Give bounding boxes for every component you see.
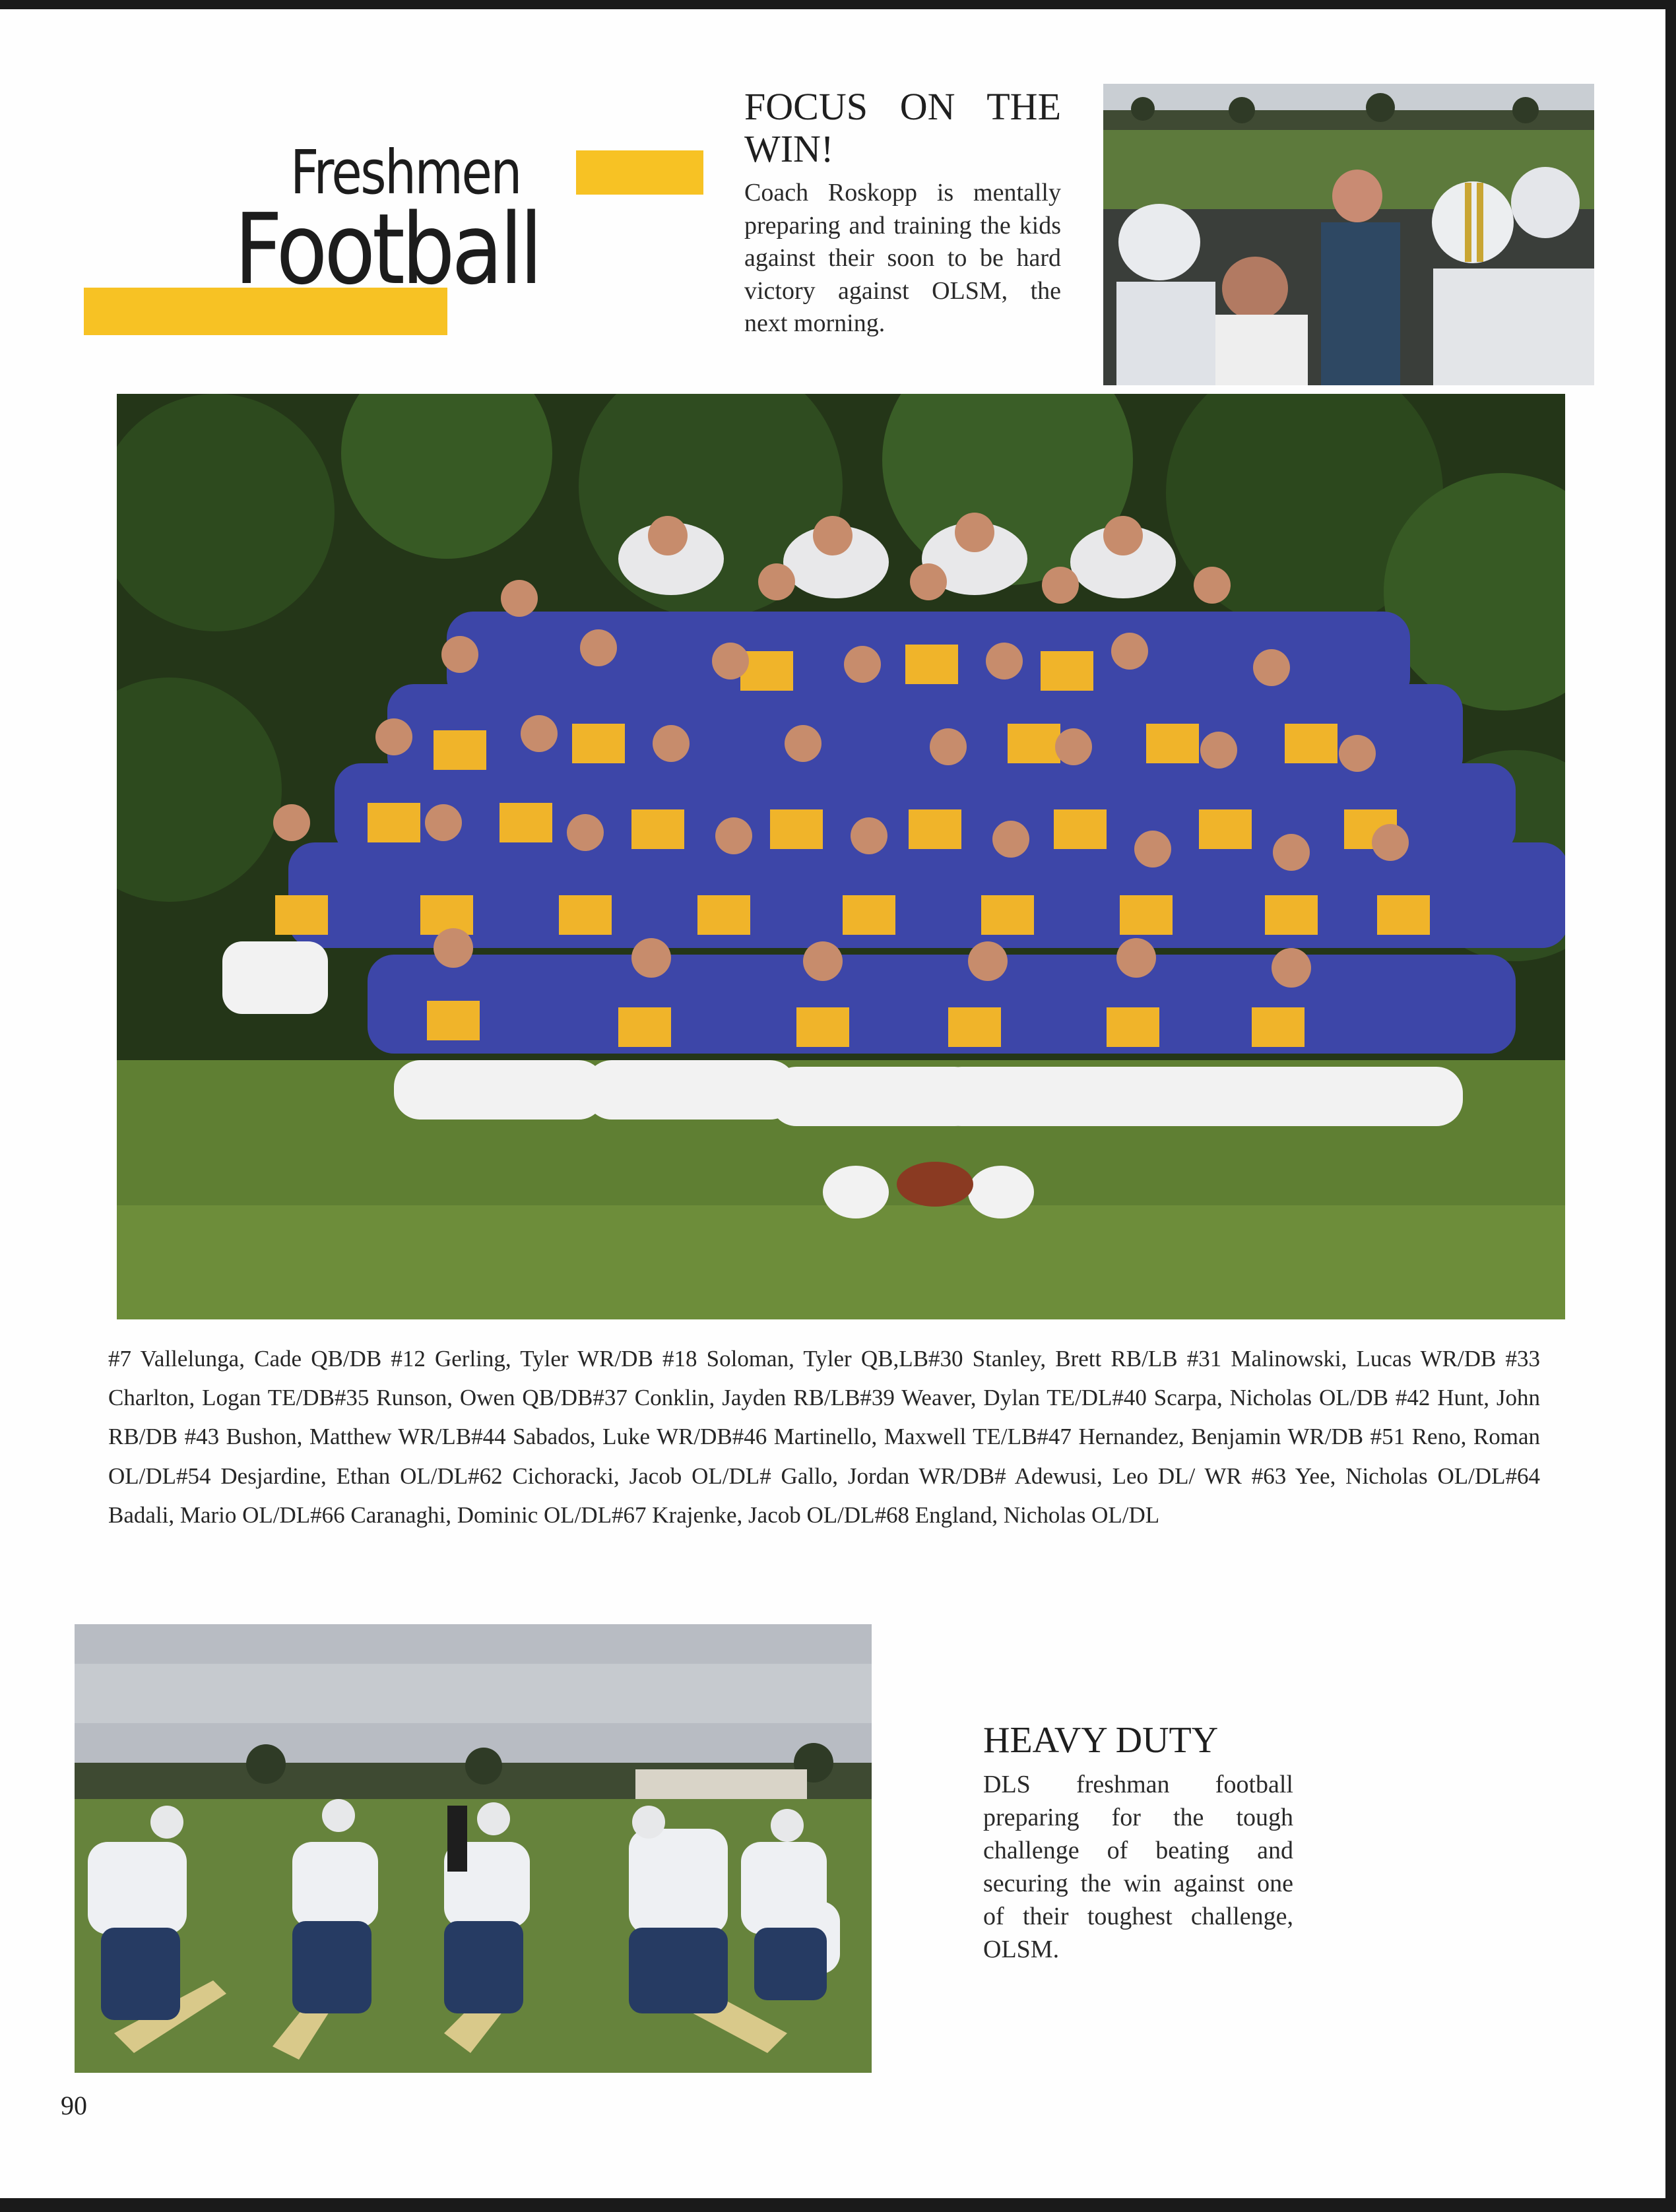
photo-practice: [75, 1624, 872, 2073]
focus-headline-line1: FOCUS ON THE: [744, 85, 1061, 128]
photo-huddle: [1103, 84, 1594, 385]
roster-caption: #7 Vallelunga, Cade QB/DB #12 Gerling, Tyler WR/DB #18 Soloman, Tyler QB,LB#30 Stanley, Brett RB/LB #31 Malinowski, Lucas WR/DB #33 Charlton, Logan TE/DB#35 Runson, Owen QB/DB#37 Conklin, Jayden RB/LB#39 Weaver, Dylan TE/DL#40 Scarpa, Nicholas OL/DB #42 Hunt, John RB/DB #43 Bushon, Matthew WR/LB#44 Sabados, Luke WR/DB#46 Martinello, Maxwell TE/LB#47 Hernandez, Benjamin WR/DB #51 Reno, Roman OL/DL#54 Desjardine, Ethan OL/DL#62 Cichoracki, Jacob OL/DL# Gallo, Jordan WR/DB# Adewusi, Leo DL/ WR #63 Yee, Nicholas OL/DL#64 Badali, Mario OL/DL#66 Caranaghi, Dominic OL/DL#67 Krajenke, Jacob OL/DL#68 England, Nicholas OL/DL: [108, 1346, 1540, 1528]
photo-huddle-icon: [1103, 84, 1594, 385]
heavy-duty-headline: HEAVY DUTY: [983, 1720, 1219, 1761]
accent-bar-top: [576, 150, 703, 195]
focus-headline-line2: WIN!: [744, 127, 834, 170]
photo-team: [117, 394, 1565, 1319]
photo-team-icon: [117, 394, 1565, 1319]
page-title-line2: Football: [234, 193, 540, 306]
scan-edge-bottom: [0, 2198, 1676, 2212]
focus-caption: Coach Roskopp is mentally preparing and training the kids against their soon to be hard victory against OLSM, the next morning.: [744, 179, 1061, 337]
page-number: 90: [61, 2091, 87, 2120]
scan-edge-right: [1665, 0, 1676, 2212]
page-title-line1: Freshmen: [290, 137, 521, 208]
focus-headline: [744, 86, 1061, 170]
scan-edge-top: [0, 0, 1676, 9]
heavy-duty-caption: DLS freshman football preparing for the tough challenge of beating and securing the win against one of their toughest challenge, OLSM.: [983, 1771, 1293, 1963]
photo-practice-icon: [75, 1624, 872, 2073]
